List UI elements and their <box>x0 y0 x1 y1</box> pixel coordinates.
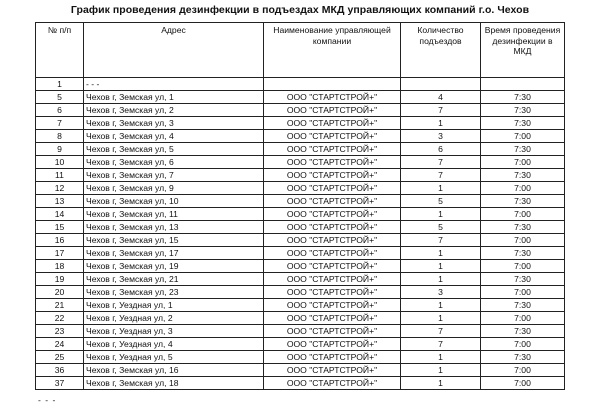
cell-entrances: 7 <box>401 104 481 117</box>
table-row <box>36 338 565 351</box>
table-row <box>36 117 565 130</box>
table-row <box>36 247 565 260</box>
cell-company: ООО "СТАРТСТРОЙ+" <box>264 208 401 221</box>
cell-entrances: 7 <box>401 325 481 338</box>
cell-entrances: 1 <box>401 247 481 260</box>
cell-time: 7:00 <box>481 234 565 247</box>
cell-address: Чехов г, Уездная ул, 3 <box>84 325 264 338</box>
cell-num: 5 <box>36 91 84 104</box>
table-row <box>36 325 565 338</box>
table-row <box>36 377 565 390</box>
cell-company: ООО "СТАРТСТРОЙ+" <box>264 182 401 195</box>
table-row <box>36 351 565 364</box>
cell-num: 19 <box>36 273 84 286</box>
cell-entrances: 7 <box>401 156 481 169</box>
table-row <box>36 208 565 221</box>
cell-entrances: 1 <box>401 273 481 286</box>
cell-address: Чехов г, Земская ул, 4 <box>84 130 264 143</box>
cell-address: Чехов г, Земская ул, 21 <box>84 273 264 286</box>
cell-num: 14 <box>36 208 84 221</box>
cell-time: 7:30 <box>481 143 565 156</box>
header-address: Адрес <box>84 23 264 78</box>
cell-company: ООО "СТАРТСТРОЙ+" <box>264 377 401 390</box>
cell-time: 7:30 <box>481 221 565 234</box>
cell-num: 18 <box>36 260 84 273</box>
table-row <box>36 143 565 156</box>
cell-company: ООО "СТАРТСТРОЙ+" <box>264 104 401 117</box>
cell-time: 7:30 <box>481 273 565 286</box>
cell-num: 6 <box>36 104 84 117</box>
table-row <box>36 273 565 286</box>
cell-time: 7:00 <box>481 130 565 143</box>
cell-address: Чехов г, Земская ул, 9 <box>84 182 264 195</box>
cell-entrances: 1 <box>401 208 481 221</box>
cell-address: Чехов г, Земская ул, 7 <box>84 169 264 182</box>
cell-time <box>481 78 565 91</box>
table-row <box>36 104 565 117</box>
cell-entrances: 3 <box>401 130 481 143</box>
cell-num: 22 <box>36 312 84 325</box>
cell-company: ООО "СТАРТСТРОЙ+" <box>264 221 401 234</box>
cell-time: 7:30 <box>481 117 565 130</box>
cell-address: Чехов г, Земская ул, 13 <box>84 221 264 234</box>
cell-num: 24 <box>36 338 84 351</box>
cell-entrances: 1 <box>401 377 481 390</box>
header-time: Время проведения дезинфекции в МКД <box>481 23 565 78</box>
table-row <box>36 195 565 208</box>
table-row <box>36 130 565 143</box>
page-title: График проведения дезинфекции в подъездах МКД управляющих компаний г.о. Чехов <box>70 4 530 16</box>
cell-company: ООО "СТАРТСТРОЙ+" <box>264 299 401 312</box>
header-company: Наименование управляющей компании <box>264 23 401 78</box>
cell-address: Чехов г, Уездная ул, 2 <box>84 312 264 325</box>
cell-time: 7:30 <box>481 351 565 364</box>
cell-address: Чехов г, Земская ул, 5 <box>84 143 264 156</box>
cell-company: ООО "СТАРТСТРОЙ+" <box>264 273 401 286</box>
cell-num: 37 <box>36 377 84 390</box>
table-row <box>36 91 565 104</box>
cell-address: Чехов г, Земская ул, 15 <box>84 234 264 247</box>
cell-company: ООО "СТАРТСТРОЙ+" <box>264 338 401 351</box>
cell-company: ООО "СТАРТСТРОЙ+" <box>264 351 401 364</box>
cell-time: 7:00 <box>481 312 565 325</box>
cell-address: Чехов г, Земская ул, 23 <box>84 286 264 299</box>
cell-address: Чехов г, Земская ул, 3 <box>84 117 264 130</box>
cell-time: 7:00 <box>481 182 565 195</box>
cell-entrances: 7 <box>401 169 481 182</box>
cell-time: 7:00 <box>481 260 565 273</box>
cell-company: ООО "СТАРТСТРОЙ+" <box>264 195 401 208</box>
cell-time: 7:30 <box>481 169 565 182</box>
cell-entrances: 6 <box>401 143 481 156</box>
cell-num: 17 <box>36 247 84 260</box>
table-row <box>36 169 565 182</box>
cell-address: Чехов г, Земская ул, 18 <box>84 377 264 390</box>
cell-address: Чехов г, Уездная ул, 4 <box>84 338 264 351</box>
cell-entrances: 1 <box>401 299 481 312</box>
cell-company: ООО "СТАРТСТРОЙ+" <box>264 117 401 130</box>
cell-company: ООО "СТАРТСТРОЙ+" <box>264 130 401 143</box>
cell-num: 13 <box>36 195 84 208</box>
cell-address: Чехов г, Земская ул, 17 <box>84 247 264 260</box>
cell-entrances: 1 <box>401 182 481 195</box>
cell-address: Чехов г, Земская ул, 10 <box>84 195 264 208</box>
cell-address: Чехов г, Уездная ул, 5 <box>84 351 264 364</box>
cell-entrances: 7 <box>401 234 481 247</box>
cell-num: 16 <box>36 234 84 247</box>
cell-time: 7:00 <box>481 156 565 169</box>
cell-company: ООО "СТАРТСТРОЙ+" <box>264 234 401 247</box>
schedule-table <box>35 22 565 390</box>
header-entrances: Количество подъездов <box>401 23 481 78</box>
cell-entrances: 1 <box>401 364 481 377</box>
cell-num: 8 <box>36 130 84 143</box>
cell-time: 7:30 <box>481 247 565 260</box>
cell-entrances: 5 <box>401 221 481 234</box>
cell-num: 36 <box>36 364 84 377</box>
cell-entrances <box>401 78 481 91</box>
cell-num: 25 <box>36 351 84 364</box>
cell-company: ООО "СТАРТСТРОЙ+" <box>264 312 401 325</box>
cell-num: 20 <box>36 286 84 299</box>
cell-address: Чехов г, Земская ул, 16 <box>84 364 264 377</box>
cell-num: 1 <box>36 78 84 91</box>
cell-address: - - - <box>84 78 264 91</box>
cell-time: 7:30 <box>481 91 565 104</box>
cell-company <box>264 78 401 91</box>
table-row <box>36 221 565 234</box>
cell-company: ООО "СТАРТСТРОЙ+" <box>264 156 401 169</box>
cell-entrances: 1 <box>401 351 481 364</box>
cell-entrances: 1 <box>401 260 481 273</box>
cell-entrances: 5 <box>401 195 481 208</box>
cell-company: ООО "СТАРТСТРОЙ+" <box>264 91 401 104</box>
cell-company: ООО "СТАРТСТРОЙ+" <box>264 143 401 156</box>
cell-num: 23 <box>36 325 84 338</box>
cell-num: 11 <box>36 169 84 182</box>
table-row <box>36 312 565 325</box>
cell-time: 7:30 <box>481 104 565 117</box>
table-row <box>36 234 565 247</box>
cell-num: 7 <box>36 117 84 130</box>
cell-entrances: 4 <box>401 91 481 104</box>
cell-time: 7:00 <box>481 208 565 221</box>
cell-address: Чехов г, Земская ул, 19 <box>84 260 264 273</box>
cell-time: 7:00 <box>481 377 565 390</box>
cell-company: ООО "СТАРТСТРОЙ+" <box>264 260 401 273</box>
cell-entrances: 7 <box>401 338 481 351</box>
cell-company: ООО "СТАРТСТРОЙ+" <box>264 169 401 182</box>
bottom-ellipsis: - - - <box>38 395 57 405</box>
cell-time: 7:00 <box>481 338 565 351</box>
header-num: № п/п <box>36 23 84 78</box>
cell-address: Чехов г, Земская ул, 6 <box>84 156 264 169</box>
table-row <box>36 156 565 169</box>
cell-company: ООО "СТАРТСТРОЙ+" <box>264 247 401 260</box>
cell-num: 9 <box>36 143 84 156</box>
table-row <box>36 182 565 195</box>
table-row <box>36 364 565 377</box>
cell-entrances: 1 <box>401 117 481 130</box>
cell-time: 7:30 <box>481 299 565 312</box>
cell-company: ООО "СТАРТСТРОЙ+" <box>264 325 401 338</box>
cell-address: Чехов г, Земская ул, 11 <box>84 208 264 221</box>
cell-time: 7:00 <box>481 364 565 377</box>
cell-time: 7:30 <box>481 325 565 338</box>
cell-num: 21 <box>36 299 84 312</box>
table-row <box>36 260 565 273</box>
cell-time: 7:00 <box>481 286 565 299</box>
cell-entrances: 1 <box>401 312 481 325</box>
cell-entrances: 3 <box>401 286 481 299</box>
table-row-first <box>36 78 565 91</box>
cell-num: 10 <box>36 156 84 169</box>
cell-num: 12 <box>36 182 84 195</box>
header-row <box>36 23 565 78</box>
cell-address: Чехов г, Уездная ул, 1 <box>84 299 264 312</box>
cell-address: Чехов г, Земская ул, 2 <box>84 104 264 117</box>
cell-address: Чехов г, Земская ул, 1 <box>84 91 264 104</box>
cell-company: ООО "СТАРТСТРОЙ+" <box>264 286 401 299</box>
cell-company: ООО "СТАРТСТРОЙ+" <box>264 364 401 377</box>
cell-num: 15 <box>36 221 84 234</box>
table-row <box>36 299 565 312</box>
table-row <box>36 286 565 299</box>
cell-time: 7:30 <box>481 195 565 208</box>
